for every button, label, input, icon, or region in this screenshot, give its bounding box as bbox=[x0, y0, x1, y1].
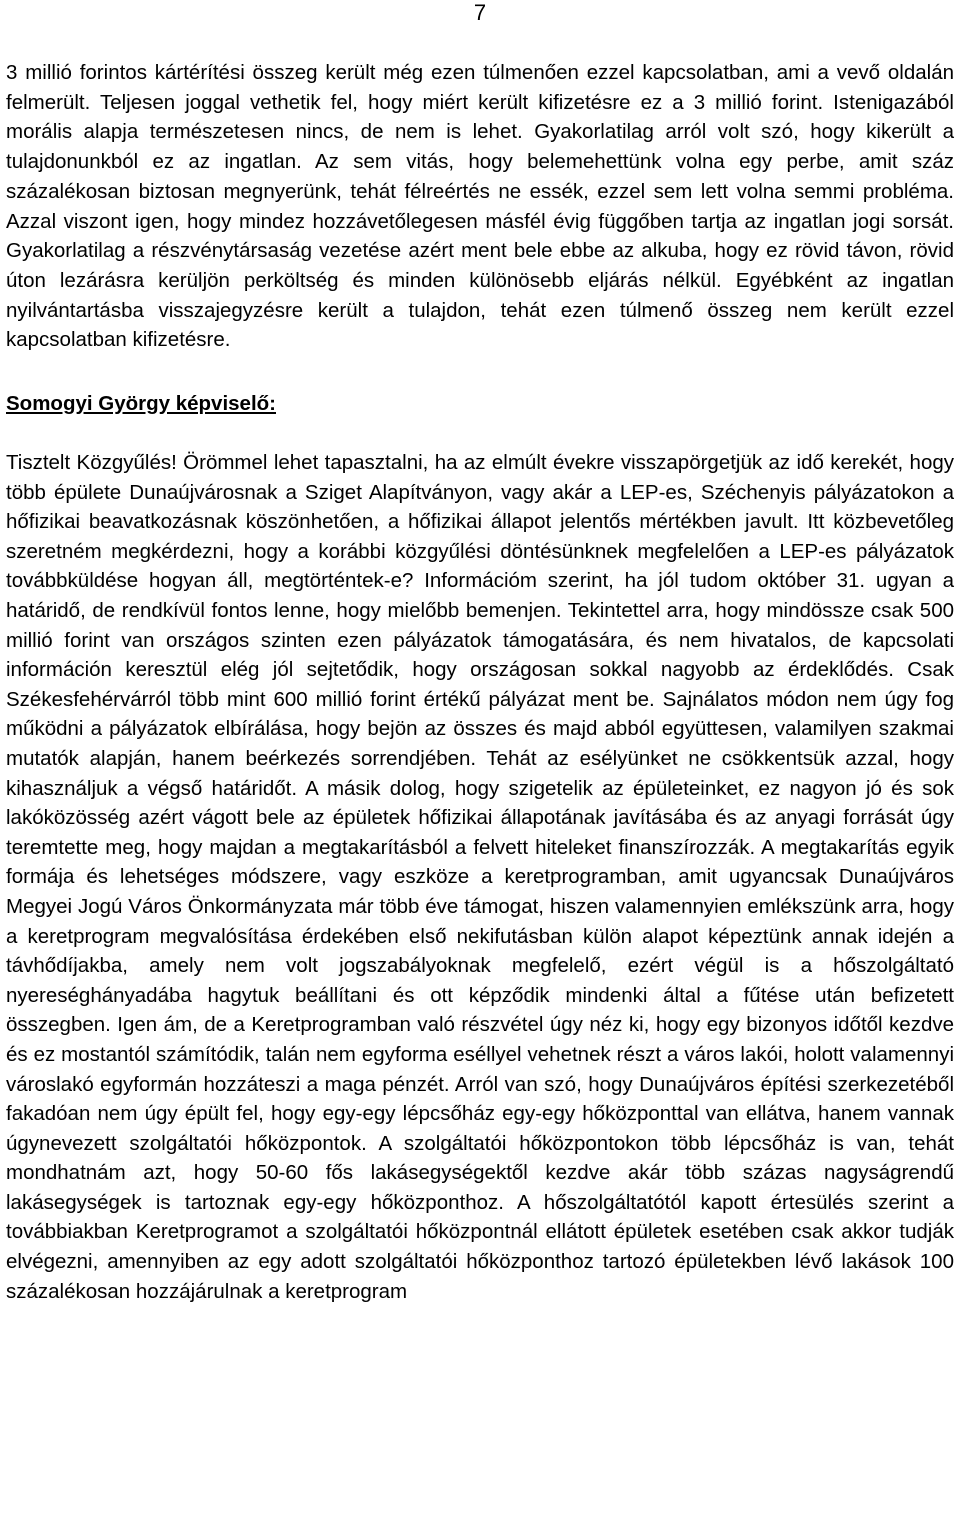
document-body bbox=[6, 58, 954, 1306]
speaker-heading: Somogyi György képviselő: bbox=[6, 392, 276, 416]
page-number: 7 bbox=[473, 0, 487, 25]
paragraph-1: 3 millió forintos kártérítési összeg került még ezen túlmenően ezzel kapcsolatban, ami a vevő oldalán felmerült. Teljesen joggal vethetik fel, hogy miért került kifizetésre ez a 3 millió forint. Istenigazából morális alapja természetesen nincs, de nem is lehet. Gyakorlatilag arról volt szó, hogy kikerült a tulajdonunkból ez az ingatlan. Az sem vitás, hogy belemehettünk volna egy perbe, amit száz százalékosan biztosan megnyerünk, tehát félreértés ne essék, ezzel sem lett volna semmi probléma. Azzal viszont igen, hogy mindez hozzávetőlegesen másfél évig függőben tartja az ingatlan jogi sorsát. Gyakorlatilag a részvénytársaság vezetése azért ment bele ebbe az alkuba, hogy ez rövid távon, rövid úton lezárásra kerüljön perköltség és minden különösebb eljárás nélkül. Egyébként az ingatlan nyilvántartásba visszajegyzésre került a tulajdon, tehát ezen túlmenő összeg nem került ezzel kapcsolatban kifizetésre. bbox=[6, 61, 954, 352]
paragraph-2: Tisztelt Közgyűlés! Örömmel lehet tapasztalni, ha az elmúlt évekre visszapörgetjük az idő kerekét, hogy több épülete Dunaújvárosnak a Sziget Alapítványon, vagy akár a LEP-es, Széchenyis pályázatokon a hőfizikai beavatkozásnak köszönhetően, a hőfizikai állapot jelentős mértékben javult. Itt közbevetőleg szeretném megkérdezni, hogy a korábbi közgyűlési döntésünknek megfelelően a LEP-es pályázatok továbbküldése hogyan áll, megtörténtek-e? Információm szerint, ha jól tudom október 31. ugyan a határidő, de rendkívül fontos lenne, hogy mielőbb bemenjen. Tekintettel arra, hogy mindössze csak 500 millió forint van országos szinten ezen pályázatok támogatására, és nem hivatalos, de kapcsolati információn keresztül elég jól sejtetődik, hogy országosan sokkal nagyobb az érdeklődés. Csak Székesfehérvárról több mint 600 millió forint értékű pályázat ment be. Sajnálatos módon nem úgy fog működni a pályázatok elbírálása, hogy bejön az összes és majd abból együttesen, valamilyen szakmai mutatók alapján, hanem beérkezés sorrendjében. Tehát az esélyünket ne csökkentsük azzal, hogy kihasználjuk a végső határidőt. A másik dolog, hogy szigetelik az épületeinket, ez nagyon jó és sok lakóközösség azért vágott bele az épületek hőfizikai állapotának javításába és az anyagi forrását úgy teremtette meg, hogy majdan a megtakarításból a felvett hiteleket finanszírozzák. A megtakarítás egyik formája és lehetséges módszere, vagy eszköze a keretprogramban, amit ugyancsak Dunaújváros Megyei Jogú Város Önkormányzata már több éve támogat, hiszen valamennyien emlékszünk arra, hogy a keretprogram megvalósítása érdekében első nekifutásban külön alapot képeztünk annak idején a távhődíjakba, amely nem volt jogszabályoknak megfelelő, ezért végül is a hőszolgáltató nyereséghányadába hagytuk beállítani és ott képződik mindenki által a fűtése után befizetett összegben. Igen ám, de a Keretprogramban való részvétel úgy néz ki, hogy egy bizonyos időtől kezdve és ez mostantól számítódik, talán nem egyforma eséllyel vehetnek részt a város lakói, holott valamennyi városlakó egyformán hozzáteszi a maga pénzét. Arról van szó, hogy Dunaújváros építési szerkezetéből fakadóan nem úgy épült fel, hogy egy-egy lépcsőház egy-egy hőközponttal van ellátva, hanem vannak úgynevezett szolgáltatói hőközpontok. A szolgáltatói hőközpontokon több lépcsőház is van, tehát mondhatnám azt, hogy 50-60 fős lakásegységektől kezdve akár több százas nagyságrendű lakásegységek is tartoznak egy-egy hőközponthoz. A hőszolgáltatótól kapott értesülés szerint a továbbiakban Keretprogramot a szolgáltatói hőközpontnál ellátott épületek esetében csak akkor tudják elvégezni, amennyiben az egy adott szolgáltatói hőközponthoz tartozó épületekben lévő lakások 100 százalékosan hozzájárulnak a keretprogram bbox=[6, 451, 954, 1303]
